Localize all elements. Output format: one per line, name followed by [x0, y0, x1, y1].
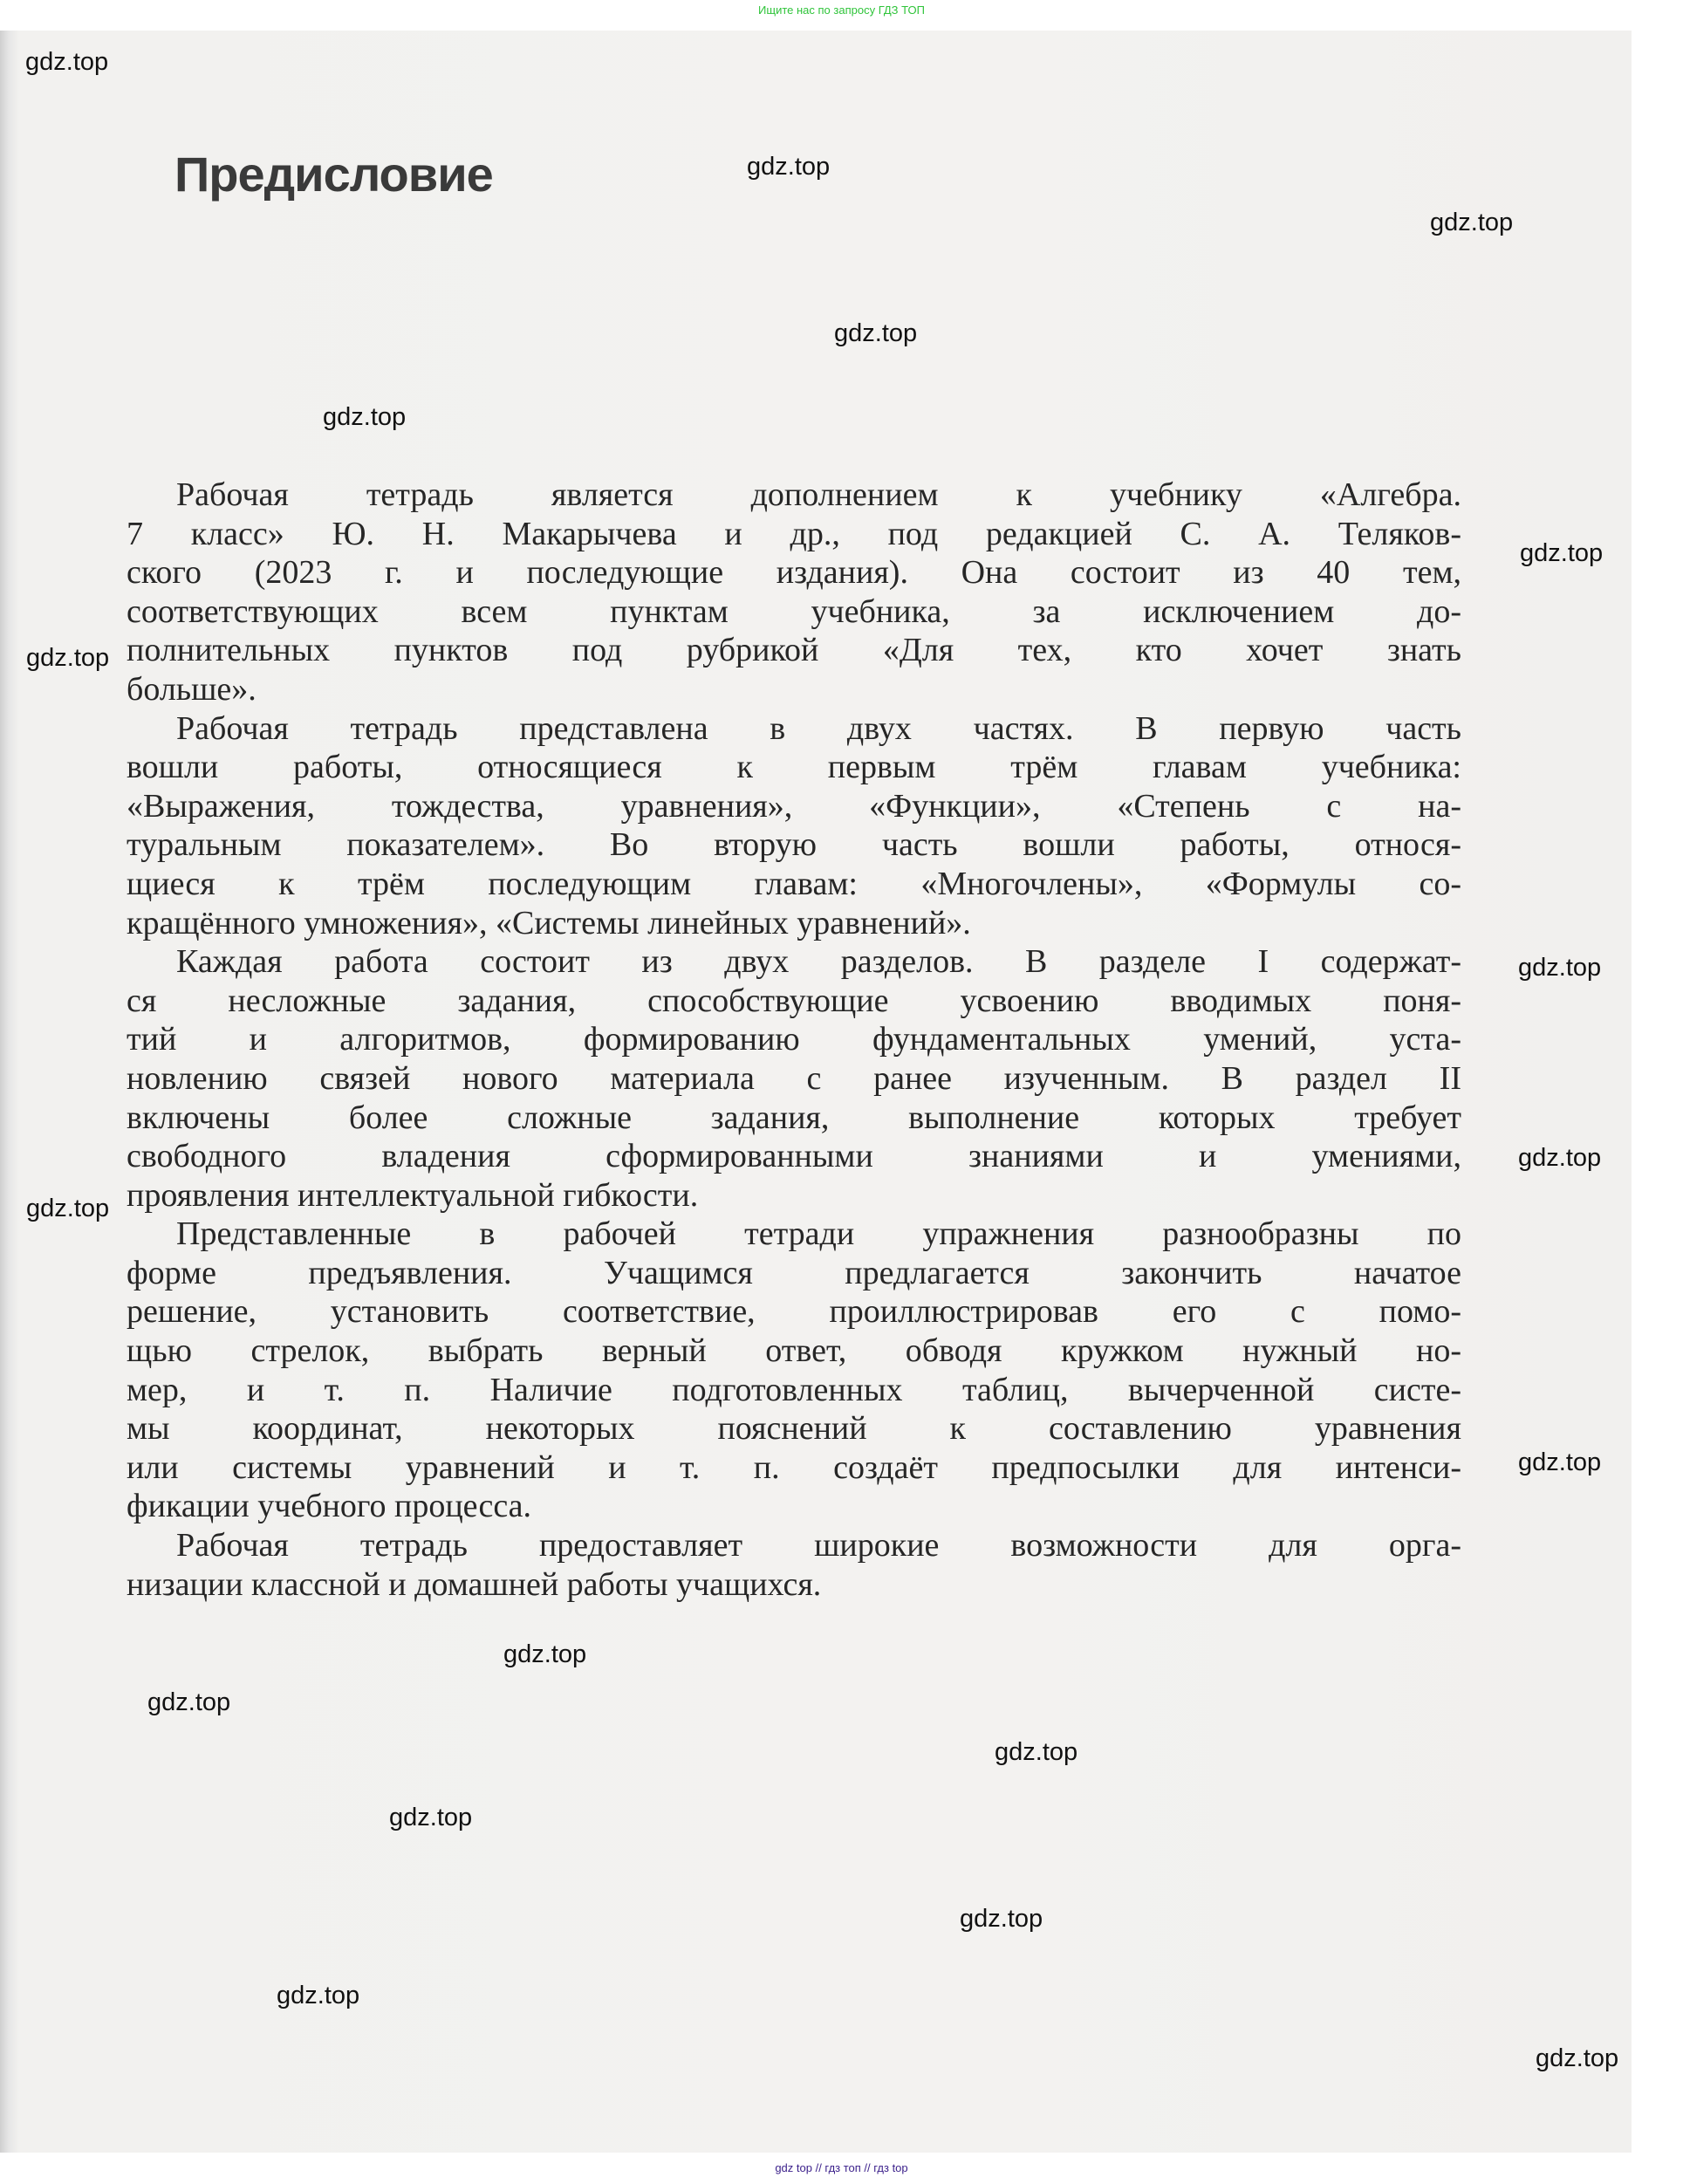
paragraph-line: проявления интеллектуальной гибкости.	[127, 1176, 699, 1214]
watermark: gdz.top	[1518, 1144, 1602, 1172]
paragraph-line: полнительных пунктов под рубрикой «Для тех, кто хочет знать	[127, 632, 1461, 669]
watermark: gdz.top	[1520, 539, 1604, 567]
watermark: gdz.top	[834, 319, 918, 347]
watermark: gdz.top	[1536, 2044, 1619, 2072]
preface-text	[127, 476, 1461, 1604]
paragraph-line: или системы уравнений и т. п. создаёт предпосылки для интенси-	[127, 1448, 1461, 1486]
paragraph-line: Рабочая тетрадь представлена в двух частях. В первую часть	[176, 709, 1461, 747]
watermark: gdz.top	[277, 1982, 360, 2009]
paragraph-line: кращённого умножения», «Системы линейных уравнений».	[127, 904, 971, 941]
watermark: gdz.top	[389, 1804, 473, 1831]
scanned-page	[0, 31, 1632, 2153]
paragraph-line: 7 класс» Ю. Н. Макарычева и др., под редакцией С. А. Теляков-	[127, 515, 1461, 552]
paragraph-line: щью стрелок, выбрать верный ответ, обводя кружком нужный но-	[127, 1332, 1461, 1370]
watermark: gdz.top	[147, 1688, 231, 1716]
watermark: gdz.top	[25, 48, 109, 76]
paragraph-line: Рабочая тетрадь является дополнением к учебнику «Алгебра.	[176, 476, 1461, 513]
watermark: gdz.top	[747, 153, 831, 181]
search-banner[interactable]: Ищите нас по запросу ГДЗ ТОП	[758, 3, 925, 17]
watermark: gdz.top	[1518, 1448, 1602, 1476]
paragraph-line: Рабочая тетрадь предоставляет широкие возможности для орга-	[176, 1527, 1461, 1564]
paragraph-line: соответствующих всем пунктам учебника, за исключением до-	[127, 592, 1461, 630]
watermark: gdz.top	[1430, 209, 1514, 236]
paragraph-line: вошли работы, относящиеся к первым трём главам учебника:	[127, 749, 1461, 786]
paragraph-line: низации классной и домашней работы учащихся.	[127, 1565, 822, 1603]
watermark: gdz.top	[1518, 954, 1602, 982]
paragraph-line: включены более сложные задания, выполнение которых требует	[127, 1099, 1461, 1136]
paragraph-line: ского (2023 г. и последующие издания). Она состоит из 40 тем,	[127, 554, 1461, 592]
paragraph-line: туральным показателем». Во вторую часть вошли работы, относя-	[127, 826, 1461, 864]
paragraph-line: тий и алгоритмов, формированию фундаментальных умений, уста-	[127, 1021, 1461, 1058]
paragraph-line: ся несложные задания, способствующие усвоению вводимых поня-	[127, 982, 1461, 1019]
paragraph-line: форме предъявления. Учащимся предлагается закончить начатое	[127, 1254, 1461, 1291]
paragraph-line: мер, и т. п. Наличие подготовленных таблиц, вычерченной систе-	[127, 1371, 1461, 1408]
paragraph-line: решение, установить соответствие, проиллюстрировав его с помо-	[127, 1293, 1461, 1331]
watermark: gdz.top	[26, 644, 110, 672]
paragraph-line: щиеся к трём последующим главам: «Многочлены», «Формулы со-	[127, 865, 1461, 902]
watermark: gdz.top	[26, 1195, 110, 1222]
paragraph-line: Представленные в рабочей тетради упражнения разнообразны по	[176, 1215, 1461, 1253]
paragraph-line: мы координат, некоторых пояснений к составлению уравнения	[127, 1410, 1461, 1448]
paragraph-line: свободного владения сформированными знаниями и умениями,	[127, 1138, 1461, 1175]
watermark: gdz.top	[323, 403, 407, 431]
paragraph-line: фикации учебного процесса.	[127, 1488, 532, 1525]
footer-links[interactable]: gdz top // гдз топ // гдз top	[775, 2161, 908, 2174]
paragraph-line: новлению связей нового материала с ранее изученным. В раздел II	[127, 1059, 1461, 1097]
watermark: gdz.top	[995, 1738, 1078, 1766]
watermark: gdz.top	[960, 1905, 1043, 1933]
paragraph-line: Каждая работа состоит из двух разделов. В разделе I содержат-	[176, 943, 1461, 981]
paragraph-line: «Выражения, тождества, уравнения», «Функции», «Степень с на-	[127, 787, 1461, 825]
paragraph-line: больше».	[127, 670, 257, 708]
page-title: Предисловие	[174, 147, 493, 202]
watermark: gdz.top	[503, 1640, 587, 1668]
